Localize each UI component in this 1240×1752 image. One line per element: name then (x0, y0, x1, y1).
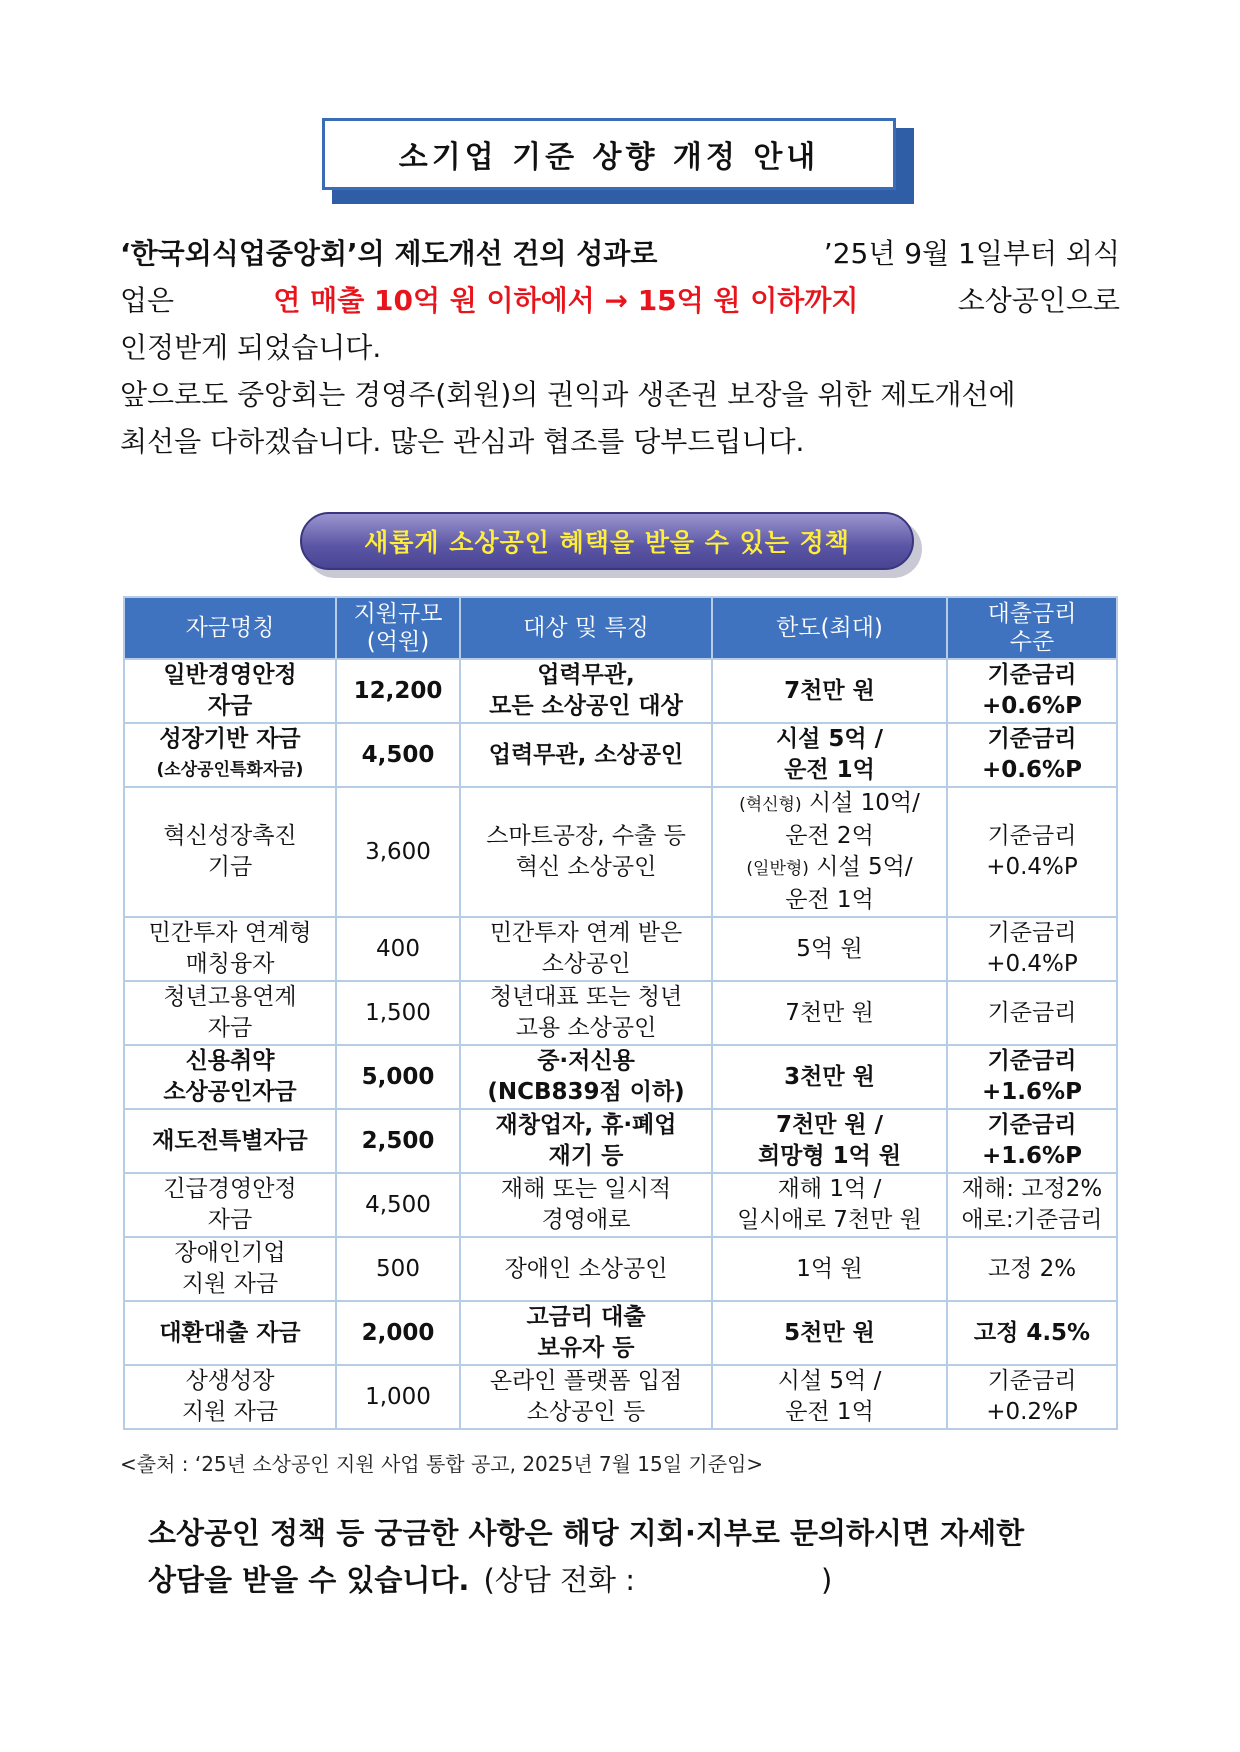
cell-text: 소상공인 등 (526, 1399, 646, 1425)
cell-text: 기준금리 (987, 999, 1077, 1026)
cell-text: 지원규모 (353, 601, 443, 627)
cell-text: 기준금리 (987, 823, 1077, 849)
cell-limit (712, 1045, 947, 1109)
cell-target (460, 1301, 712, 1365)
cell-name (124, 1301, 336, 1365)
intro-paragraph (120, 230, 1120, 465)
cell-text: 중·저신용 (537, 1048, 635, 1074)
cell-text: 운전 1억 (784, 757, 875, 783)
cell-text: 재해: 고정2% (961, 1176, 1103, 1202)
header-limit (712, 597, 947, 659)
cell-text: +0.4%P (986, 951, 1078, 977)
cell-scale: 3,600 (336, 787, 460, 917)
cell-text: 기금 (207, 854, 253, 880)
cell-text: 재도전특별자금 (152, 1127, 308, 1154)
cell-text: +0.4%P (986, 854, 1078, 880)
cell-text: 고용 소상공인 (515, 1015, 657, 1041)
cell-name (124, 1109, 336, 1173)
page-title: 소기업 기준 상향 개정 안내 (322, 118, 896, 190)
intro-line-1 (120, 230, 1120, 277)
title-box (322, 118, 914, 206)
cell-text: 혁신성장촉진 (163, 823, 297, 849)
cell-text: 운전 1억 (785, 887, 874, 913)
cell-text: 기준금리 (987, 726, 1077, 752)
cell-limit (712, 1173, 947, 1237)
cell-rate (947, 1173, 1117, 1237)
header-scale (336, 597, 460, 659)
source-note: <출처 : ‘25년 소상공인 지원 사업 통합 공고, 2025년 7월 15일 기준임> (120, 1452, 764, 1476)
cell-text: 민간투자 연계형 (148, 920, 312, 946)
cell-text: 기준금리 (987, 920, 1077, 946)
intro-date-text: ’25년 9월 1일부터 외식 (823, 237, 1120, 270)
cell-text: 재기 등 (548, 1143, 624, 1169)
cell-text: 수준 (1009, 629, 1055, 655)
table-header-row (124, 597, 1117, 659)
cell-text: 자금 (207, 1207, 253, 1233)
cell-scale: 12,200 (336, 659, 460, 723)
cell-text: 한도(최대) (776, 615, 883, 641)
cell-name (124, 1237, 336, 1301)
table-row (124, 659, 1117, 723)
cell-rate (947, 917, 1117, 981)
cell-text: 신용취약 (185, 1048, 275, 1074)
cell-target (460, 1109, 712, 1173)
closing-bold-text: 상담을 받을 수 있습니다. (148, 1563, 470, 1597)
header-rate (947, 597, 1117, 659)
cell-text: 모든 소상공인 대상 (489, 693, 683, 719)
contact-phone-close: ) (821, 1563, 833, 1597)
intro-text: 앞으로도 중앙회는 경영주(회원)의 권익과 생존권 보장을 위한 제도개선에 (120, 378, 1016, 411)
cell-rate (947, 1237, 1117, 1301)
cell-text: 민간투자 연계 받은 (489, 920, 683, 946)
cell-text: 일시애로 7천만 원 (737, 1207, 922, 1233)
cell-target (460, 1045, 712, 1109)
cell-text: 5억 원 (796, 935, 863, 962)
cell-text: (일반형) (746, 859, 809, 879)
cell-name (124, 981, 336, 1045)
table-row (124, 1365, 1117, 1429)
cell-text: 업력무관, 소상공인 (488, 741, 684, 768)
cell-text: +0.6%P (982, 693, 1082, 719)
cell-text: 보유자 등 (537, 1335, 635, 1361)
cell-text: 애로:기준금리 (961, 1207, 1103, 1233)
intro-text: 인정받게 되었습니다. (120, 331, 382, 364)
cell-text: 대상 및 특징 (523, 615, 649, 641)
table-row (124, 1301, 1117, 1365)
cell-text: 운전 1억 (785, 1399, 874, 1425)
cell-name (124, 1173, 336, 1237)
cell-limit (712, 981, 947, 1045)
cell-name (124, 917, 336, 981)
cell-scale: 2,500 (336, 1109, 460, 1173)
fund-table (123, 596, 1118, 1430)
cell-scale: 400 (336, 917, 460, 981)
cell-name (124, 659, 336, 723)
cell-target (460, 981, 712, 1045)
cell-text: (억원) (366, 629, 430, 655)
cell-text: 1억 원 (796, 1255, 863, 1282)
cell-text: 청년고용연계 (163, 984, 297, 1010)
intro-text: 최선을 다하겠습니다. 많은 관심과 협조를 당부드립니다. (120, 425, 805, 458)
cell-text: 지원 자금 (181, 1271, 279, 1297)
cell-limit (712, 723, 947, 787)
cell-target (460, 787, 712, 917)
intro-line-5 (120, 418, 1120, 465)
cell-text: 5천만 원 (784, 1319, 875, 1346)
cell-scale: 500 (336, 1237, 460, 1301)
cell-text: 기준금리 (987, 1368, 1077, 1394)
cell-text: 시설 5억 / (775, 726, 884, 752)
cell-rate (947, 723, 1117, 787)
cell-text: 소상공인자금 (163, 1079, 297, 1105)
cell-name (124, 1045, 336, 1109)
cell-text: 시설 5억 / (777, 1368, 882, 1394)
cell-target (460, 1173, 712, 1237)
cell-limit (712, 1109, 947, 1173)
cell-text: 매칭융자 (185, 951, 275, 977)
cell-text: +1.6%P (982, 1079, 1082, 1105)
cell-text: 상생성장 (185, 1368, 275, 1394)
cell-text: 장애인기업 (174, 1240, 286, 1266)
intro-bold-text: ‘한국외식업중앙회’의 제도개선 건의 성과로 (120, 237, 658, 270)
cell-scale: 4,500 (336, 1173, 460, 1237)
contact-phone-blank (635, 1557, 821, 1604)
cell-rate (947, 1045, 1117, 1109)
table-row (124, 1173, 1117, 1237)
table-row (124, 981, 1117, 1045)
closing-line-2 (148, 1557, 1118, 1604)
highlight-revenue-text: 연 매출 10억 원 이하에서 → 15억 원 이하까지 (273, 284, 859, 317)
policy-banner (300, 512, 922, 578)
cell-text: 일반경영안정 (163, 662, 297, 688)
cell-name (124, 1365, 336, 1429)
cell-text: +0.6%P (982, 757, 1082, 783)
cell-text: 재해 또는 일시적 (500, 1176, 672, 1202)
cell-limit (712, 787, 947, 917)
cell-text: 대출금리 (987, 601, 1077, 627)
cell-text: 고금리 대출 (526, 1304, 646, 1330)
cell-text: 자금명칭 (185, 615, 275, 641)
cell-limit (712, 917, 947, 981)
cell-target (460, 917, 712, 981)
cell-text: 재창업자, 휴·폐업 (495, 1112, 677, 1138)
cell-text: 7천만 원 (784, 677, 875, 704)
cell-text: 3천만 원 (784, 1063, 875, 1090)
cell-text: 소상공인 (541, 951, 631, 977)
cell-rate (947, 1301, 1117, 1365)
cell-scale: 4,500 (336, 723, 460, 787)
cell-target (460, 723, 712, 787)
cell-text: 고정 2% (987, 1255, 1077, 1282)
cell-rate (947, 1109, 1117, 1173)
cell-text (717, 788, 942, 821)
cell-limit (712, 1301, 947, 1365)
cell-text: 혁신 소상공인 (515, 854, 657, 880)
contact-phone-label: (상담 전화 : (483, 1563, 636, 1597)
cell-text: 경영애로 (541, 1207, 631, 1233)
cell-text: 청년대표 또는 청년 (489, 984, 683, 1010)
header-target (460, 597, 712, 659)
cell-name (124, 723, 336, 787)
cell-text: 대환대출 자금 (159, 1319, 301, 1346)
cell-name (124, 787, 336, 917)
cell-text: 7천만 원 / (775, 1112, 884, 1138)
banner-label: 새롭게 소상공인 혜택을 받을 수 있는 정책 (300, 512, 914, 570)
cell-text: 운전 2억 (785, 823, 874, 849)
intro-text: 업은 (120, 284, 175, 317)
cell-text: 온라인 플랫폼 입점 (489, 1368, 683, 1394)
closing-line-1 (148, 1510, 1118, 1557)
cell-text: 기준금리 (987, 1048, 1077, 1074)
cell-text: +0.2%P (986, 1399, 1078, 1425)
cell-limit (712, 1237, 947, 1301)
closing-paragraph (148, 1510, 1118, 1604)
cell-text: 장애인 소상공인 (504, 1255, 668, 1282)
header-name (124, 597, 336, 659)
table-row (124, 723, 1117, 787)
cell-rate (947, 981, 1117, 1045)
intro-line-2 (120, 277, 1120, 324)
intro-line-4 (120, 371, 1120, 418)
table-row (124, 787, 1117, 917)
cell-text: 고정 4.5% (973, 1319, 1091, 1346)
cell-text: 지원 자금 (181, 1399, 279, 1425)
cell-text: +1.6%P (982, 1143, 1082, 1169)
cell-scale: 1,500 (336, 981, 460, 1045)
cell-text: (혁신형) (739, 795, 802, 815)
cell-text: 자금 (207, 1015, 253, 1041)
cell-text: 시설 5억/ (816, 854, 913, 880)
cell-target (460, 659, 712, 723)
cell-target (460, 1365, 712, 1429)
intro-line-3 (120, 324, 1120, 371)
cell-text: 기준금리 (987, 1112, 1077, 1138)
cell-scale: 1,000 (336, 1365, 460, 1429)
cell-text: 긴급경영안정 (163, 1176, 297, 1202)
table-row (124, 1045, 1117, 1109)
cell-text: 성장기반 자금 (159, 726, 301, 752)
table-row (124, 917, 1117, 981)
cell-rate (947, 787, 1117, 917)
cell-rate (947, 1365, 1117, 1429)
cell-limit (712, 659, 947, 723)
cell-limit (712, 1365, 947, 1429)
cell-text: (소상공인특화자금) (156, 760, 304, 780)
cell-text: 업력무관, (537, 662, 635, 688)
cell-text: 재해 1억 / (777, 1176, 882, 1202)
cell-target (460, 1237, 712, 1301)
table-row (124, 1109, 1117, 1173)
cell-text: 자금 (207, 693, 253, 719)
cell-scale: 2,000 (336, 1301, 460, 1365)
intro-text: 소상공인으로 (957, 284, 1120, 317)
cell-rate (947, 659, 1117, 723)
cell-text: 기준금리 (987, 662, 1077, 688)
table-row (124, 1237, 1117, 1301)
cell-text: 시설 10억/ (808, 790, 920, 816)
cell-text: 희망형 1억 원 (757, 1143, 902, 1169)
cell-text: (NCB839점 이하) (487, 1079, 685, 1105)
closing-text: 소상공인 정책 등 궁금한 사항은 해당 지회·지부로 문의하시면 자세한 (148, 1516, 1025, 1550)
cell-scale: 5,000 (336, 1045, 460, 1109)
cell-text: 7천만 원 (785, 999, 874, 1026)
cell-text (717, 852, 942, 885)
cell-text: 스마트공장, 수출 등 (486, 823, 686, 849)
